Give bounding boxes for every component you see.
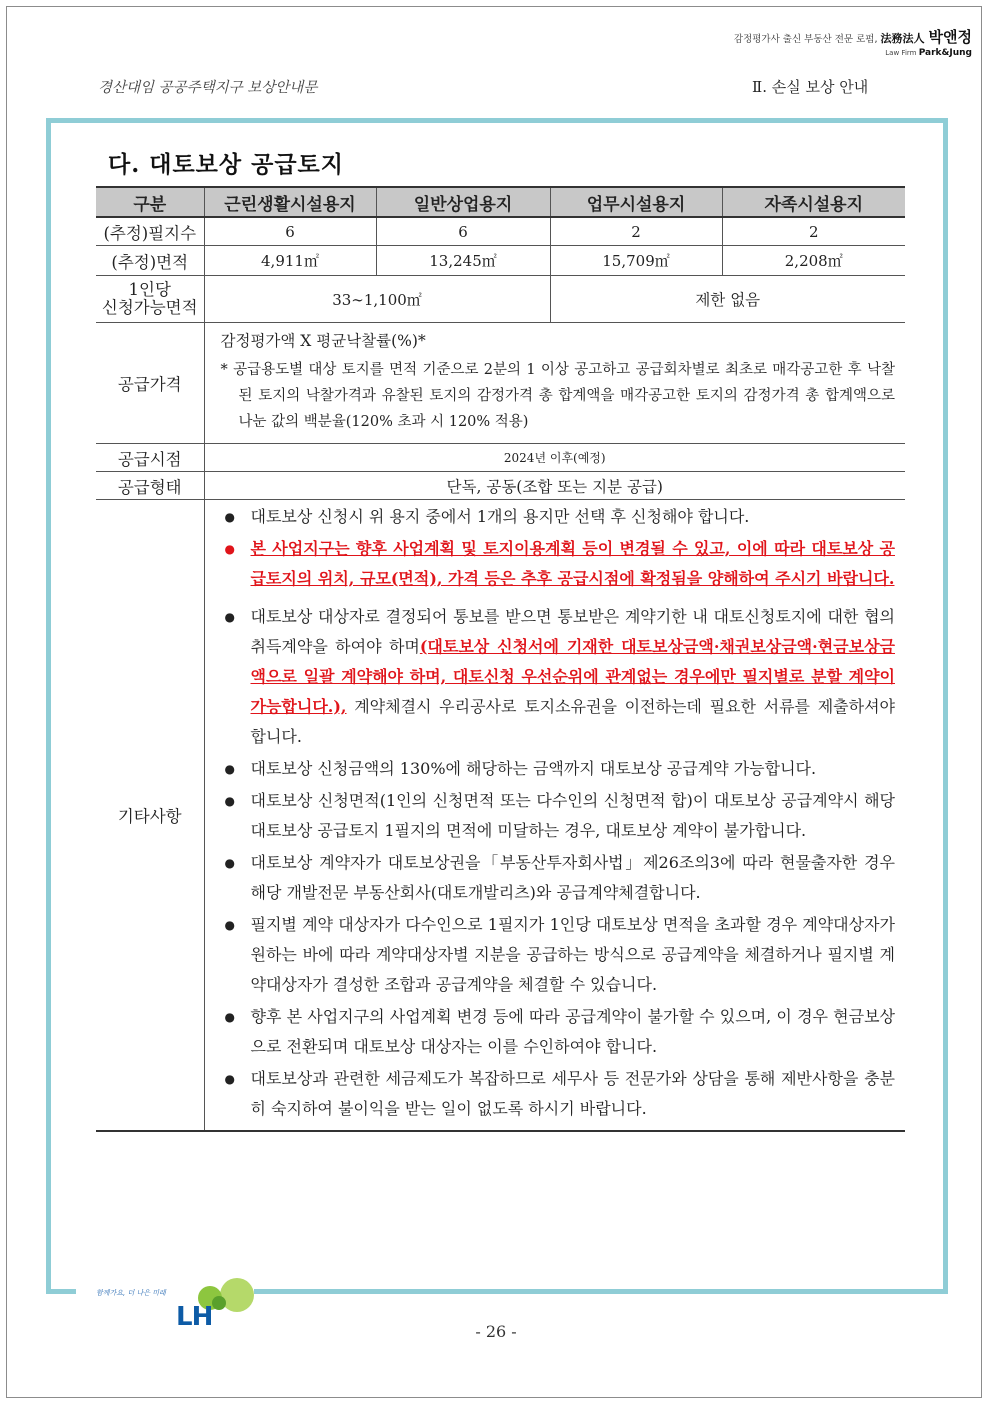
list-item-highlight: (대토보상 신청서에 기재한 대토보상금액·채권보상금액·현금보상금액으로 일괄 계약해야 하며, 대토신청 우선순위에 관계없는 경우에만 필지별로 분할 계약이 가능합니다.),	[250, 637, 895, 716]
document-title: 경산대임 공공주택지구 보상안내문	[98, 80, 318, 96]
table-cell: 제한 없음	[550, 276, 905, 323]
list-item: ● 대토보상 신청면적(1인의 신청면적 또는 다수인의 신청면적 합)이 대토보상 공급계약시 해당 대토보상 공급토지 1필지의 면적에 미달하는 경우, 대토보상 계약이 불가합니다.	[223, 786, 896, 846]
firm-name: 박앤정	[928, 28, 972, 46]
table-row	[96, 323, 905, 444]
list-item	[223, 602, 896, 752]
firm-hanja: 法務法人	[880, 32, 925, 45]
list-item: ● 대토보상과 관련한 세금제도가 복잡하므로 세무사 등 전문가와 상담을 통해 제반사항을 충분히 숙지하여 불이익을 받는 일이 없도록 하시기 바랍니다.	[223, 1064, 896, 1124]
table-cell: 2	[550, 217, 722, 246]
row-label: (추정)면적	[96, 246, 204, 276]
table-cell: 13,245㎡	[376, 246, 550, 276]
list-item: ● 대토보상 계약자가 대토보상권을「부동산투자회사법」제26조의3에 따라 현물출자한 경우 해당 개발전문 부동산회사(대토개발리츠)와 공급계약체결합니다.	[223, 848, 896, 908]
table-cell: 4,911㎡	[204, 246, 376, 276]
lh-logo-circle-icon	[212, 1296, 226, 1310]
column-header: 자족시설용지	[722, 187, 905, 217]
row-label: 공급형태	[96, 472, 204, 500]
table-header-row	[96, 187, 905, 217]
row-label: 공급가격	[96, 323, 204, 444]
table-cell: 단독, 공동(조합 또는 지분 공급)	[204, 472, 905, 500]
etc-cell	[204, 500, 905, 1132]
table-cell: 15,709㎡	[550, 246, 722, 276]
row-label: (추정)필지수	[96, 217, 204, 246]
firm-sub-small: Law Firm	[885, 49, 919, 57]
table-row	[96, 217, 905, 246]
row-label	[96, 276, 204, 323]
notes-list	[223, 502, 896, 1124]
list-item: ● 향후 본 사업지구의 사업계획 변경 등에 따라 공급계약이 불가할 수 있으며, 이 경우 현금보상으로 전환되며 대토보상 대상자는 이를 수인하여야 합니다.	[223, 1002, 896, 1062]
column-header: 근린생활시설용지	[204, 187, 376, 217]
price-formula: 감정평가액 X 평균낙찰률(%)*	[220, 332, 426, 350]
table-row	[96, 444, 905, 472]
table-cell: 2	[722, 217, 905, 246]
row-label: 공급시점	[96, 444, 204, 472]
firm-sub-name: Park&Jung	[918, 48, 972, 58]
table-row	[96, 472, 905, 500]
table-row	[96, 246, 905, 276]
firm-tagline: 감정평가사 출신 부동산 전문 로펌,	[733, 34, 881, 45]
row-label-line: 신청가능면적	[101, 298, 198, 317]
row-label-line: 1인당	[128, 280, 171, 299]
table-row	[96, 276, 905, 323]
row-label: 기타사항	[96, 500, 204, 1132]
column-header: 구분	[96, 187, 204, 217]
list-item: ● 대토보상 신청금액의 130%에 해당하는 금액까지 대토보상 공급계약 가능합니다.	[223, 754, 896, 784]
page-heading: 다. 대토보상 공급토지	[108, 151, 344, 178]
table-cell: 33∼1,100㎡	[204, 276, 550, 323]
table-cell: 2024년 이후(예정)	[204, 444, 905, 472]
page-number: - 26 -	[475, 1322, 517, 1341]
table-cell: 6	[204, 217, 376, 246]
list-item: ● 대토보상 신청시 위 용지 중에서 1개의 용지만 선택 후 신청해야 합니다.	[223, 502, 896, 532]
table-cell: 6	[376, 217, 550, 246]
lh-logo: LH	[176, 1302, 213, 1332]
section-title: Ⅱ. 손실 보상 안내	[752, 78, 869, 96]
firm-sub-header	[885, 48, 972, 58]
list-item-text: 대토보상 대상자로 결정되어 통보를 받으면 통보받은 계약기한 내 대토신청토지에 대한 협의취득계약을 하여야 하며	[250, 607, 895, 656]
lh-logo-circle-icon	[220, 1278, 254, 1312]
lh-slogan: 함께가요, 더 나은 미래	[96, 1289, 166, 1297]
list-item-text: 계약체결시 우리공사로 토지소유권을 이전하는데 필요한 서류를 제출하셔야 합니다.	[250, 697, 895, 746]
list-item: ● 본 사업지구는 향후 사업계획 및 토지이용계획 등이 변경될 수 있고, 이에 따라 대토보상 공급토지의 위치, 규모(면적), 가격 등은 추후 공급시점에 확정됨을 양해하여 주시기 바랍니다.	[223, 534, 896, 594]
price-cell	[204, 323, 905, 444]
supply-land-table	[96, 186, 905, 1132]
table-row	[96, 500, 905, 1132]
column-header: 업무시설용지	[550, 187, 722, 217]
column-header: 일반상업용지	[376, 187, 550, 217]
firm-header	[734, 26, 972, 47]
price-footnote: * 공급용도별 대상 토지를 면적 기준으로 2분의 1 이상 공고하고 공급회차별로 최초로 매각공고한 후 낙찰된 토지의 낙찰가격과 유찰된 토지의 감정가격 총 합계액을 매각공고한 토지의 감정가격 총 합계액으로 나눈 값의 백분율(120% 초과 시 120% 적용)	[220, 362, 895, 430]
table-cell: 2,208㎡	[722, 246, 905, 276]
list-item: ● 필지별 계약 대상자가 다수인으로 1필지가 1인당 대토보상 면적을 초과할 경우 계약대상자가 원하는 바에 따라 계약대상자별 지분을 공급하는 방식으로 공급계약을 체결하거나 필지별 계약대상자가 결성한 조합과 공급계약을 체결할 수 있습니다.	[223, 910, 896, 1000]
